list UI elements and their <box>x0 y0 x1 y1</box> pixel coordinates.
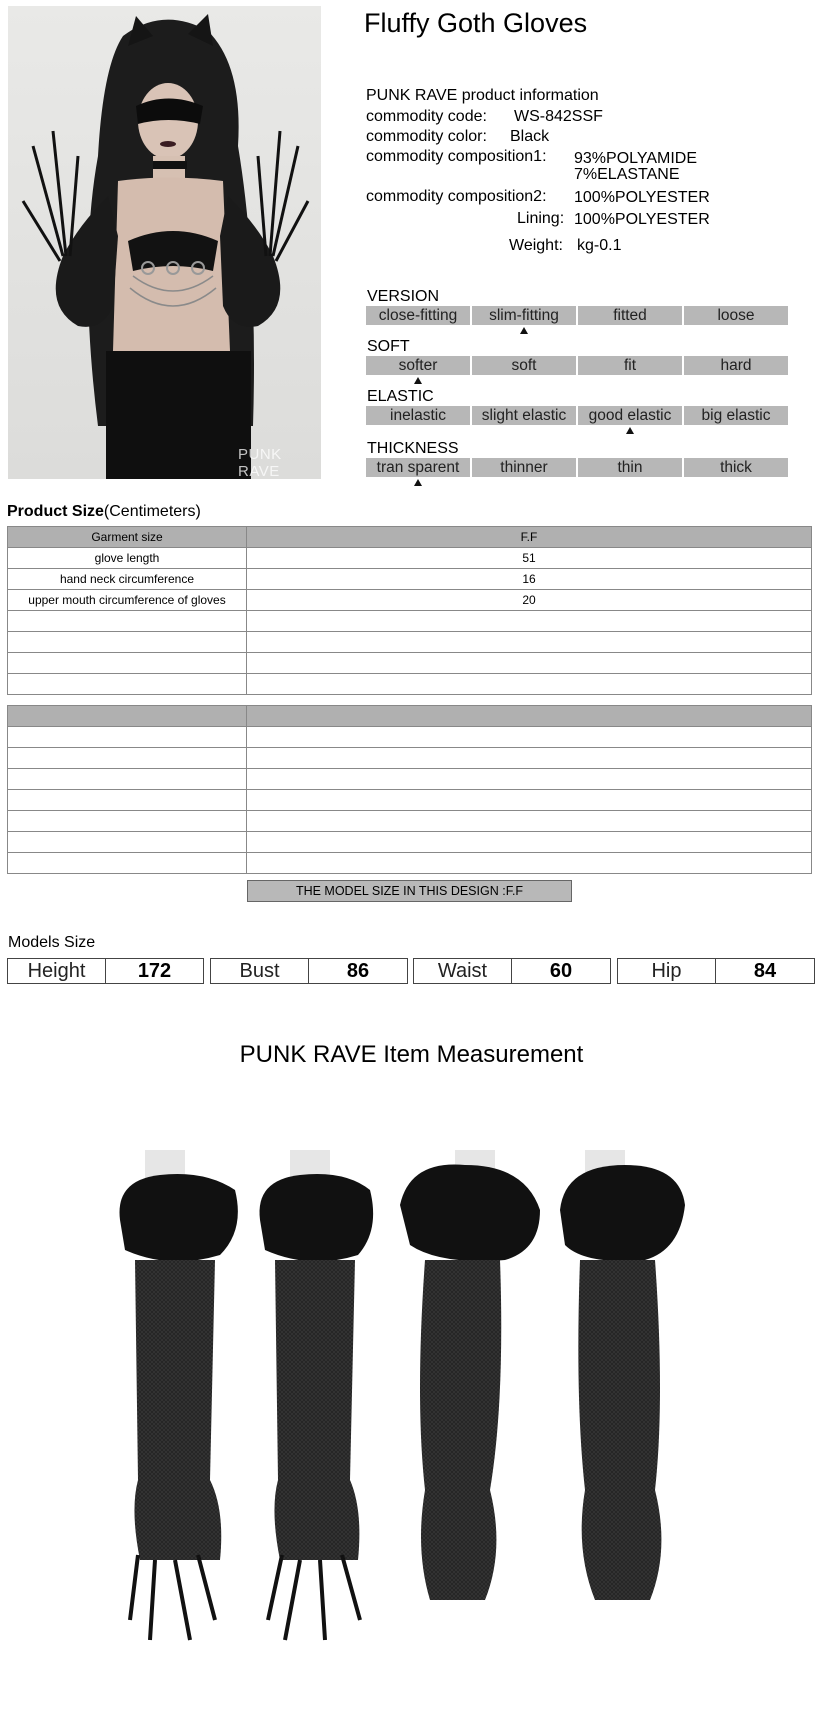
elastic-marker <box>626 427 634 434</box>
table-cell <box>8 769 247 790</box>
table-cell <box>247 653 812 674</box>
table-cell <box>247 769 812 790</box>
model-measure-label: Height <box>8 959 106 983</box>
scale-option: big elastic <box>684 406 788 425</box>
table-cell <box>8 653 247 674</box>
glove-back-right <box>560 1150 685 1600</box>
table-cell <box>247 632 812 653</box>
table-row-empty <box>8 674 812 695</box>
scale-option: close-fitting <box>366 306 470 325</box>
table-cell <box>8 611 247 632</box>
scale-label-elastic: ELASTIC <box>367 388 434 405</box>
scale-option: slight elastic <box>472 406 576 425</box>
table-row-empty <box>8 748 812 769</box>
table-cell: 51 <box>247 548 812 569</box>
comp1-label: commodity composition1: <box>366 148 547 165</box>
size-table <box>7 526 812 695</box>
table-cell <box>247 674 812 695</box>
table-row-empty <box>8 832 812 853</box>
scale-label-version: VERSION <box>367 288 440 305</box>
table-cell: 16 <box>247 569 812 590</box>
model-height-box <box>7 958 204 984</box>
scale-option: loose <box>684 306 788 325</box>
comp2-label: commodity composition2: <box>366 188 547 205</box>
scale-option: thin <box>578 458 682 477</box>
table-row-empty <box>8 632 812 653</box>
scale-option: fitted <box>578 306 682 325</box>
product-size-title <box>7 503 201 521</box>
glove-product-images <box>80 1150 760 1670</box>
table-row-empty <box>8 853 812 874</box>
table-row-empty <box>8 811 812 832</box>
table-cell <box>8 811 247 832</box>
table-row-empty <box>8 727 812 748</box>
scale-option: thinner <box>472 458 576 477</box>
scale-option: tran sparent <box>366 458 470 477</box>
table-row <box>8 590 812 611</box>
color-value: Black <box>510 128 550 145</box>
model-measure-value: 84 <box>753 960 777 982</box>
color-label: commodity color: <box>366 128 487 145</box>
model-photo <box>8 6 321 479</box>
table-cell <box>247 811 812 832</box>
glove-illustration <box>80 1150 760 1670</box>
table-header-row <box>8 527 812 548</box>
model-measure-value: 172 <box>137 960 172 982</box>
table-cell <box>8 674 247 695</box>
table-cell <box>247 790 812 811</box>
table-cell <box>247 832 812 853</box>
measurement-title: PUNK RAVE Item Measurement <box>239 1041 584 1068</box>
table-cell <box>8 790 247 811</box>
code-label: commodity code: <box>366 108 487 125</box>
product-size-unit: (Centimeters) <box>103 503 201 520</box>
model-measure-value: 60 <box>549 960 573 982</box>
glove-front-left <box>120 1150 238 1640</box>
table-cell <box>247 727 812 748</box>
scale-option: inelastic <box>366 406 470 425</box>
thickness-marker <box>414 479 422 486</box>
model-measure-label: Hip <box>618 959 716 983</box>
scale-option: hard <box>684 356 788 375</box>
model-measure-value: 86 <box>346 960 370 982</box>
table-cell <box>8 727 247 748</box>
table-cell: glove length <box>8 548 247 569</box>
table-header-cell: F.F <box>247 527 812 548</box>
product-title: Fluffy Goth Gloves <box>364 8 588 38</box>
table-cell: 20 <box>247 590 812 611</box>
table-cell: hand neck circumference <box>8 569 247 590</box>
scale-label-thickness: THICKNESS <box>367 440 459 457</box>
table-cell: upper mouth circumference of gloves <box>8 590 247 611</box>
model-hip-box <box>617 958 815 984</box>
weight-label: Weight: <box>509 237 563 254</box>
model-measure-label: Waist <box>414 959 512 983</box>
lining-value: 100%POLYESTER <box>574 211 710 228</box>
table-header-cell: Garment size <box>8 527 247 548</box>
table-cell <box>247 748 812 769</box>
scale-option: softer <box>366 356 470 375</box>
table-cell <box>8 748 247 769</box>
table-row-empty <box>8 653 812 674</box>
info-heading: PUNK RAVE product information <box>366 87 599 104</box>
table-cell <box>8 853 247 874</box>
table-cell <box>8 632 247 653</box>
soft-marker <box>414 377 422 384</box>
model-size-note: THE MODEL SIZE IN THIS DESIGN :F.F <box>247 880 572 902</box>
scale-option: slim-fitting <box>472 306 576 325</box>
comp1-value-b: 7%ELASTANE <box>574 166 680 183</box>
hero-image <box>8 6 321 479</box>
glove-front-right <box>260 1150 374 1640</box>
hero-watermark: PUNK RAVE <box>238 446 282 479</box>
model-measure-label: Bust <box>211 959 309 983</box>
scale-option: fit <box>578 356 682 375</box>
scale-label-soft: SOFT <box>367 338 410 355</box>
table-header-cell <box>247 706 812 727</box>
table-cell <box>247 853 812 874</box>
model-bust-box <box>210 958 408 984</box>
scale-option: soft <box>472 356 576 375</box>
scale-thickness <box>366 458 792 477</box>
comp1-value-a: 93%POLYAMIDE <box>574 150 698 167</box>
table-row-empty <box>8 611 812 632</box>
scale-elastic <box>366 406 792 425</box>
weight-value: kg-0.1 <box>577 237 622 254</box>
table-header-row <box>8 706 812 727</box>
table-row <box>8 569 812 590</box>
table-header-cell <box>8 706 247 727</box>
glove-back-left <box>400 1150 540 1600</box>
scale-option: good elastic <box>578 406 682 425</box>
code-value: WS-842SSF <box>514 108 603 125</box>
table-cell <box>247 611 812 632</box>
table-cell <box>8 832 247 853</box>
second-table <box>7 705 812 874</box>
model-waist-box <box>413 958 611 984</box>
table-row <box>8 548 812 569</box>
version-marker <box>520 327 528 334</box>
lining-label: Lining: <box>517 210 565 227</box>
table-row-empty <box>8 769 812 790</box>
comp2-value: 100%POLYESTER <box>574 189 710 206</box>
scale-version <box>366 306 792 325</box>
product-size-title-bold: Product Size <box>7 503 104 520</box>
models-size-title: Models Size <box>8 934 96 951</box>
scale-option: thick <box>684 458 788 477</box>
table-row-empty <box>8 790 812 811</box>
scale-soft <box>366 356 792 375</box>
